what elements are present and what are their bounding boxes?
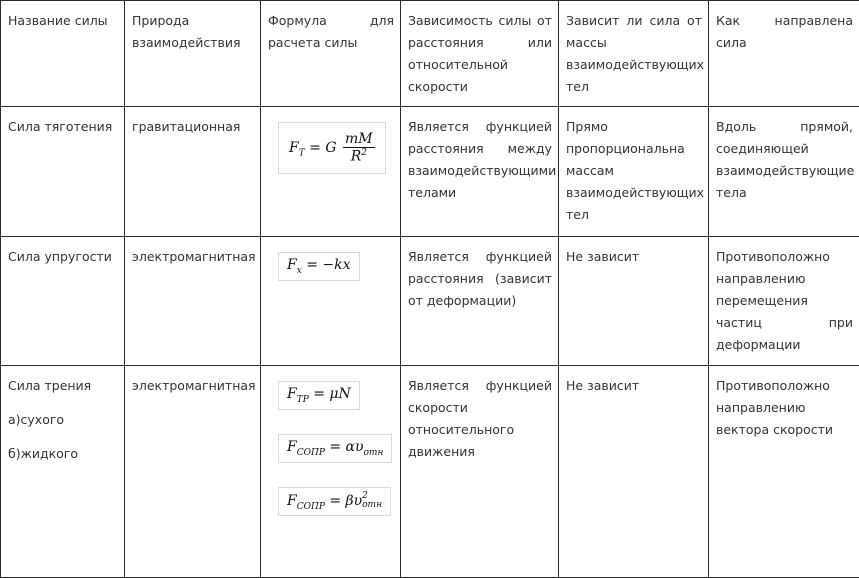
drag-linear-formula — [278, 434, 392, 463]
header-dependence-line4: скорости — [408, 76, 552, 98]
header-dependence — [401, 1, 559, 107]
dependence-line: движения — [408, 441, 552, 463]
dependence-line: Является функцией — [408, 375, 552, 397]
header-mass — [559, 1, 709, 107]
force-dependence — [401, 366, 559, 578]
dependence-line: телами — [408, 182, 552, 204]
formula-lhs: F — [287, 386, 297, 402]
formula-lhs: F — [289, 140, 299, 156]
force-nature — [125, 107, 261, 237]
variant-liquid: б)жидкого — [8, 443, 118, 465]
formula-rhs: = αυ — [325, 439, 364, 455]
direction-line: взаимодействующие — [716, 160, 853, 182]
force-nature-text: электромагнитная — [132, 249, 256, 264]
mass-line: Прямо — [566, 116, 702, 138]
force-mass — [559, 107, 709, 237]
header-mass-line3: взаимодействующих — [566, 54, 702, 76]
direction-line: частиц при — [716, 312, 853, 334]
dependence-line: от деформации) — [408, 290, 552, 312]
dependence-line: расстояния (зависит — [408, 268, 552, 290]
force-mass — [559, 366, 709, 578]
formula-rhs-sub: отн — [364, 448, 384, 458]
formula-lhs-sub: x — [297, 266, 302, 276]
mass-line: Не зависит — [566, 246, 702, 268]
force-direction — [709, 366, 859, 578]
header-dependence-line1: Зависимость силы от — [408, 10, 552, 32]
formula-rhs-sup: 2 — [362, 492, 382, 501]
formula-denominator — [343, 148, 375, 165]
dependence-line: относительного — [408, 419, 552, 441]
header-row — [1, 1, 859, 107]
force-nature-text: электромагнитная — [132, 378, 256, 393]
header-formula-word1: Формула — [268, 13, 327, 28]
formula-rhs: = βυ — [325, 493, 362, 509]
dependence-line: расстояния между — [408, 138, 552, 160]
header-name-text: Название силы — [8, 13, 108, 28]
header-direction — [709, 1, 859, 107]
formula-lhs: F — [287, 493, 297, 509]
formula-rhs: = −kx — [302, 257, 351, 273]
formula-rhs: = μN — [309, 386, 351, 402]
formula-wrap — [268, 116, 394, 174]
formula-wrap — [268, 246, 394, 281]
header-nature-text: Природа взаимодействия — [132, 13, 241, 50]
force-dependence — [401, 237, 559, 366]
mass-line: Не зависит — [566, 375, 702, 397]
force-name — [1, 237, 125, 366]
force-nature — [125, 237, 261, 366]
force-nature-text: гравитационная — [132, 119, 240, 134]
force-direction — [709, 237, 859, 366]
formula-lhs-sub: СОПР — [297, 501, 325, 511]
table-row — [1, 366, 859, 578]
direction-line: Противоположно — [716, 375, 853, 397]
header-formula-line2: расчета силы — [268, 32, 394, 54]
force-direction — [709, 107, 859, 237]
header-mass-line2: массы — [566, 32, 702, 54]
table-row — [1, 107, 859, 237]
header-mass-line1: Зависит ли сила от — [566, 10, 702, 32]
force-formula — [261, 366, 401, 578]
formula-rhs-sub: отн — [362, 501, 382, 510]
direction-line: направлению — [716, 397, 853, 419]
force-name-text: Сила тяготения — [8, 119, 112, 134]
header-direction-word2: направлена — [775, 13, 853, 28]
force-name-text: Сила упругости — [8, 249, 112, 264]
force-name-text: Сила трения — [8, 375, 118, 397]
direction-line: соединяющей — [716, 138, 853, 160]
header-mass-line4: тел — [566, 76, 702, 98]
formula-den-base: R — [351, 149, 362, 165]
direction-line: вектора скорости — [716, 419, 853, 441]
direction-line: Вдоль прямой, — [716, 116, 853, 138]
dependence-line: скорости — [408, 397, 552, 419]
force-name — [1, 107, 125, 237]
mass-line: тел — [566, 204, 702, 226]
header-dependence-line2-text: расстояния или — [408, 35, 552, 50]
elastic-formula — [278, 252, 360, 281]
formula-fraction — [343, 131, 375, 165]
header-formula-word2: для — [370, 13, 394, 28]
direction-line: тела — [716, 182, 853, 204]
formula-lhs-sub: T — [299, 149, 305, 159]
header-name — [1, 1, 125, 107]
header-nature — [125, 1, 261, 107]
mass-line: взаимодействующих — [566, 182, 702, 204]
header-direction-word1: Как — [716, 13, 740, 28]
direction-line: деформации — [716, 334, 853, 356]
force-dependence — [401, 107, 559, 237]
gravity-formula — [278, 122, 386, 174]
force-nature — [125, 366, 261, 578]
mass-line: массам — [566, 160, 702, 182]
header-direction-line2: сила — [716, 32, 853, 54]
table-row — [1, 237, 859, 366]
formula-stack — [268, 375, 394, 540]
header-direction-line1 — [716, 10, 853, 32]
formula-lhs-sub: ТР — [297, 395, 309, 405]
force-name — [1, 366, 125, 578]
force-formula — [261, 107, 401, 237]
header-dependence-line2 — [408, 32, 552, 54]
header-formula-line1 — [268, 10, 394, 32]
force-mass — [559, 237, 709, 366]
dependence-line: взаимодействующими — [408, 160, 552, 182]
header-formula — [261, 1, 401, 107]
dependence-line: Является функцией — [408, 116, 552, 138]
force-formula — [261, 237, 401, 366]
formula-numerator: mM — [343, 131, 375, 148]
drag-quadratic-formula — [278, 487, 391, 517]
direction-line: Противоположно — [716, 246, 853, 268]
mass-line: пропорциональна — [566, 138, 702, 160]
friction-formula — [278, 381, 360, 410]
formula-lhs: F — [287, 257, 297, 273]
direction-line: направлению — [716, 268, 853, 290]
formula-den-sup: 2 — [361, 148, 367, 158]
dependence-line: Является функцией — [408, 246, 552, 268]
header-dependence-line3: относительной — [408, 54, 552, 76]
formula-rhs-script — [362, 492, 382, 510]
formula-eq: = G — [305, 140, 337, 156]
formula-lhs-sub: СОПР — [297, 448, 325, 458]
variant-dry: а)сухого — [8, 409, 118, 431]
direction-line: перемещения — [716, 290, 853, 312]
formula-lhs: F — [287, 439, 297, 455]
